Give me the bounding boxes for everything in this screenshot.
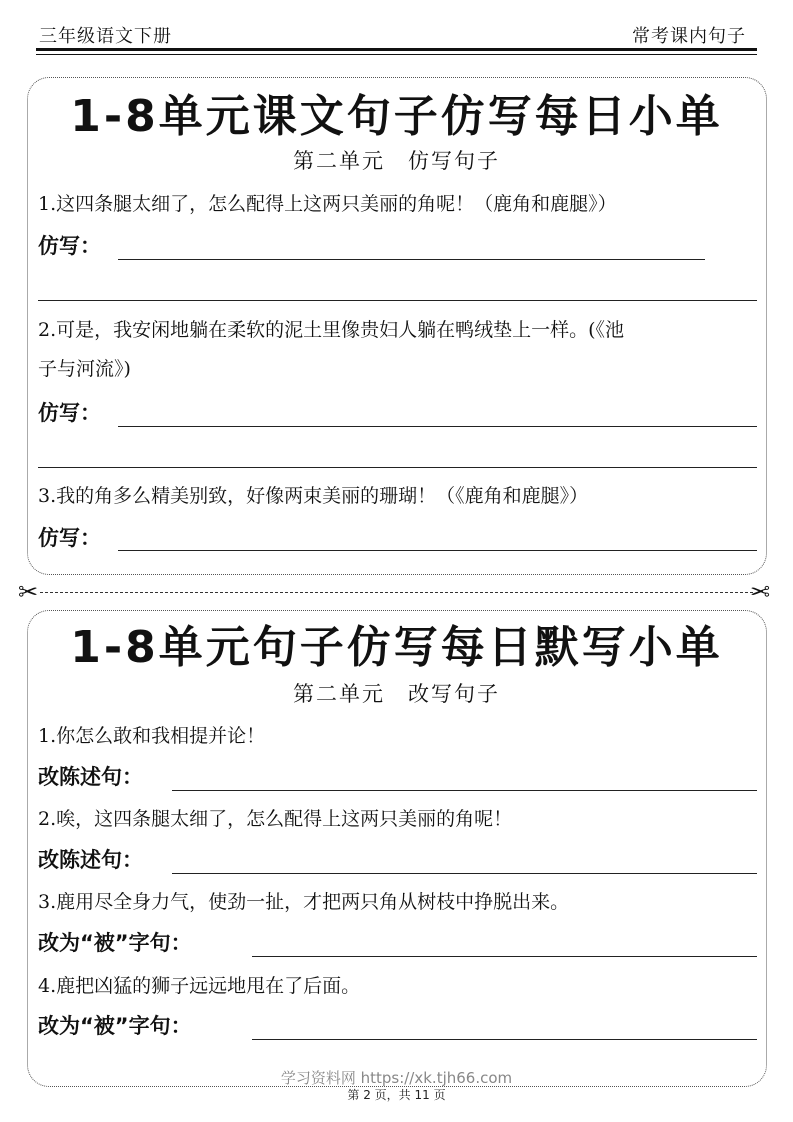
header-rule-thick [36, 48, 757, 51]
answer-line[interactable] [172, 873, 757, 874]
section1-subtitle: 第二单元 仿写句子 [293, 149, 500, 173]
section1-question-1: 1.这四条腿太细了，怎么配得上这两只美丽的角呢！（鹿角和鹿腿》） [38, 193, 617, 215]
section2-title: 1-8单元句子仿写每日默写小单 [70, 622, 723, 673]
answer-line[interactable] [38, 467, 757, 468]
cut-line [40, 592, 753, 593]
section2-answer-label-1: 改陈述句： [38, 765, 143, 789]
section2-subtitle: 第二单元 改写句子 [293, 682, 500, 706]
scissors-icon: ✂ [750, 578, 771, 606]
section1-answer-label-1: 仿写： [38, 234, 101, 258]
answer-line[interactable] [172, 790, 757, 791]
page-number: 第 2 页，共 11 页 [347, 1088, 446, 1102]
section2-answer-label-4: 改为“被”字句： [38, 1014, 192, 1038]
answer-line[interactable] [252, 1039, 757, 1040]
section1-title: 1-8单元课文句子仿写每日小单 [70, 91, 723, 142]
section1-question-3: 3.我的角多么精美别致，好像两束美丽的珊瑚！（《鹿角和鹿腿》） [38, 485, 589, 507]
section1-answer-label-3: 仿写： [38, 526, 101, 550]
answer-line[interactable] [118, 550, 757, 551]
answer-line[interactable] [38, 300, 757, 301]
section1-answer-label-2: 仿写： [38, 401, 101, 425]
header-rule-thin [36, 54, 757, 55]
header-right-text: 常考课内句子 [632, 26, 746, 47]
answer-line[interactable] [118, 259, 705, 260]
section1-question-2: 2.可是，我安闲地躺在柔软的泥土里像贵妇人躺在鸭绒垫上一样。(《池 [38, 319, 625, 341]
section2-answer-label-3: 改为“被”字句： [38, 931, 192, 955]
section1-question-2-continued: 子与河流》) [38, 358, 131, 380]
answer-line[interactable] [118, 426, 757, 427]
section2-question-4: 4.鹿把凶猛的狮子远远地甩在了后面。 [38, 975, 361, 997]
header-left-text: 三年级语文下册 [39, 26, 172, 47]
section2-question-1: 1.你怎么敢和我相提并论！ [38, 725, 266, 747]
watermark-text: 学习资料网 https://xk.tjh66.com [280, 1069, 513, 1087]
answer-line[interactable] [252, 956, 757, 957]
scissors-icon: ✂ [18, 578, 39, 606]
section2-question-3: 3.鹿用尽全身力气，使劲一扯，才把两只角从树枝中挣脱出来。 [38, 891, 570, 913]
section2-answer-label-2: 改陈述句： [38, 848, 143, 872]
section2-question-2: 2.唉，这四条腿太细了，怎么配得上这两只美丽的角呢！ [38, 808, 513, 830]
